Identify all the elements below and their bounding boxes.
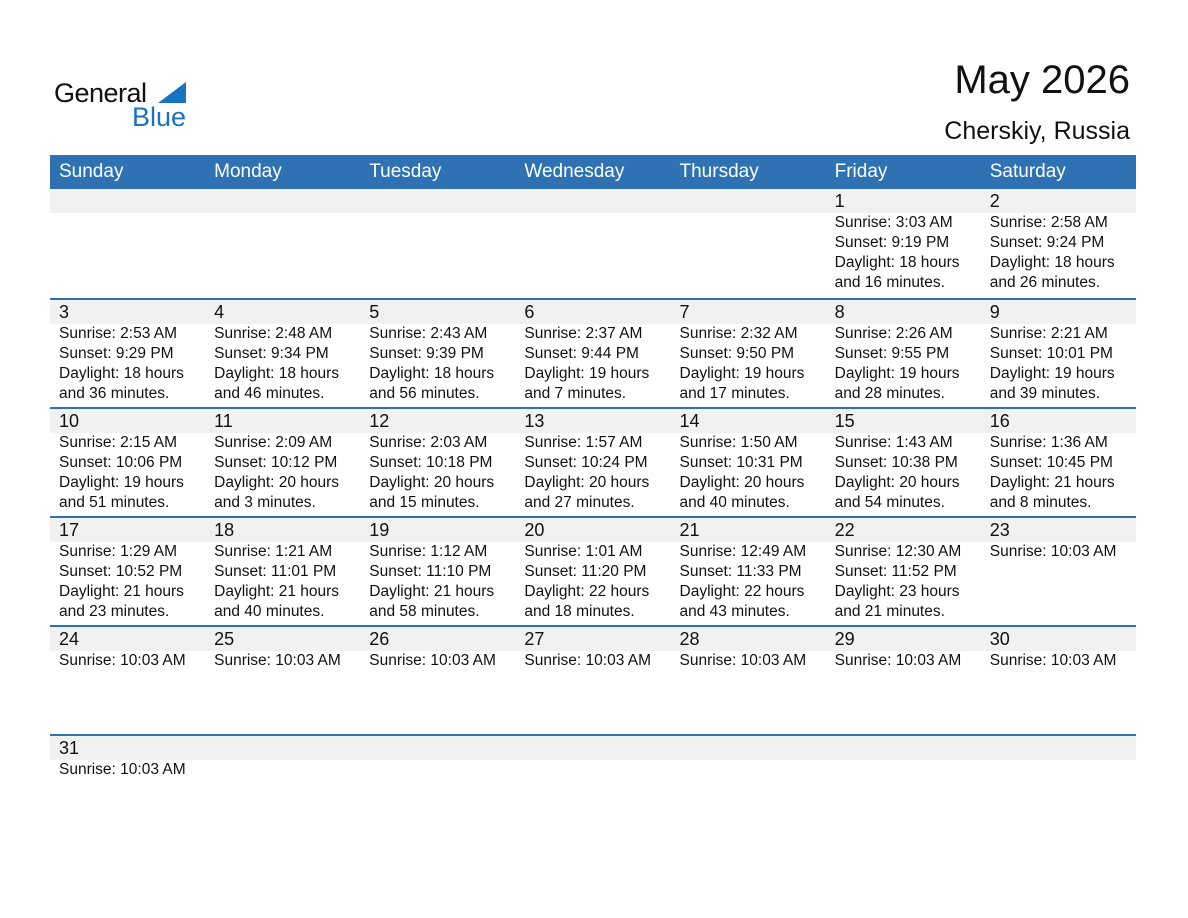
day-info-line: Sunrise: 2:53 AM (59, 325, 178, 342)
day-cell (515, 409, 670, 513)
day-info-line: Sunrise: 2:32 AM (679, 325, 798, 342)
day-number: 26 (369, 629, 390, 649)
day-cell (826, 189, 981, 293)
day-number: 30 (989, 629, 1010, 649)
day-info-line: and 3 minutes. (214, 494, 316, 511)
day-cell (50, 518, 205, 622)
day-cell (671, 409, 826, 513)
day-info-line: Sunset: 10:12 PM (214, 454, 338, 471)
day-info-line: Sunrise: 1:29 AM (59, 543, 178, 560)
day-info-line: Sunset: 9:29 PM (59, 345, 174, 362)
day-info-line: and 16 minutes. (834, 274, 945, 291)
day-info-line: Sunset: 10:01 PM (989, 345, 1113, 362)
day-info-line: Daylight: 20 hours (369, 474, 495, 491)
day-info-line: Daylight: 21 hours (214, 583, 340, 600)
day-cell (981, 627, 1136, 671)
day-info-line: Sunset: 11:52 PM (834, 563, 957, 580)
day-cell (515, 189, 670, 293)
day-info-line: Daylight: 20 hours (214, 474, 340, 491)
day-info-line: Sunrise: 12:49 AM (679, 543, 807, 560)
day-info-line: and 18 minutes. (524, 603, 635, 620)
week-row (50, 298, 1136, 407)
day-info-line: and 7 minutes. (524, 385, 627, 402)
day-info-line: Sunrise: 2:09 AM (214, 434, 333, 451)
day-info-line: and 36 minutes. (59, 385, 170, 402)
day-info-line: Sunset: 10:52 PM (59, 563, 183, 580)
day-info-line: Daylight: 19 hours (989, 365, 1115, 382)
day-number: 29 (834, 629, 855, 649)
day-info-line: Sunrise: 10:03 AM (989, 543, 1117, 560)
day-info-line: and 56 minutes. (369, 385, 480, 402)
day-cell (360, 627, 515, 671)
day-info-line: Daylight: 18 hours (369, 365, 495, 382)
day-cell (205, 189, 360, 293)
weekday-header (50, 155, 1136, 189)
day-cell (981, 409, 1136, 513)
day-info-line: and 17 minutes. (679, 385, 790, 402)
day-info-line: Daylight: 19 hours (59, 474, 184, 491)
day-info-line: Sunset: 10:38 PM (834, 454, 958, 471)
day-cell (671, 300, 826, 404)
day-info-line: Sunrise: 2:15 AM (59, 434, 178, 451)
day-cell (826, 736, 981, 780)
logo-text-blue: Blue (132, 102, 187, 132)
day-info-line: Daylight: 22 hours (679, 583, 805, 600)
page-title: May 2026 (954, 58, 1130, 102)
day-info-line: Sunrise: 3:03 AM (834, 214, 953, 231)
day-number: 19 (369, 520, 390, 540)
weekday-saturday: Saturday (989, 161, 1066, 182)
day-number: 17 (59, 520, 80, 540)
day-cell (360, 736, 515, 780)
day-cell (981, 189, 1136, 293)
day-info-line: and 40 minutes. (679, 494, 790, 511)
day-number: 16 (989, 411, 1010, 431)
day-info-line: and 26 minutes. (989, 274, 1101, 291)
day-info-line: Sunset: 9:39 PM (369, 345, 484, 362)
day-cell (981, 518, 1136, 622)
weekday-wednesday: Wednesday (524, 161, 625, 182)
day-info-line: and 27 minutes. (524, 494, 635, 511)
day-info-line: Sunrise: 10:03 AM (679, 652, 807, 669)
day-cell (360, 409, 515, 513)
day-info-line: Daylight: 18 hours (989, 254, 1115, 271)
day-number: 20 (524, 520, 545, 540)
day-number: 13 (524, 411, 545, 431)
day-cell (515, 627, 670, 671)
day-info-line: Sunrise: 10:03 AM (214, 652, 341, 669)
day-number: 18 (214, 520, 235, 540)
week-row (50, 516, 1136, 625)
day-number: 25 (214, 629, 235, 649)
day-info-line: Sunset: 11:20 PM (524, 563, 647, 580)
day-info-line: Sunrise: 1:01 AM (524, 543, 643, 560)
day-cell (205, 627, 360, 671)
day-info-line: Daylight: 18 hours (214, 365, 340, 382)
day-info-line: Sunrise: 1:12 AM (369, 543, 488, 560)
day-info-line: Sunrise: 2:43 AM (369, 325, 488, 342)
day-info-line: Sunset: 9:44 PM (524, 345, 639, 362)
day-info-line: and 21 minutes. (834, 603, 945, 620)
day-cell (671, 189, 826, 293)
day-info-line: Sunset: 10:24 PM (524, 454, 648, 471)
day-info-line: Sunset: 9:24 PM (989, 234, 1105, 251)
day-info-line: Daylight: 18 hours (59, 365, 184, 382)
day-cell (360, 189, 515, 293)
day-info-line: Sunset: 10:06 PM (59, 454, 183, 471)
day-info-line: Daylight: 19 hours (524, 365, 650, 382)
day-info-line: and 8 minutes. (989, 494, 1092, 511)
day-info-line: and 54 minutes. (834, 494, 945, 511)
day-number: 2 (989, 191, 1000, 211)
day-cell (50, 736, 205, 780)
day-info-line: and 58 minutes. (369, 603, 480, 620)
day-cell (826, 627, 981, 671)
day-info-line: Sunrise: 12:30 AM (834, 543, 962, 560)
day-info-line: Sunset: 10:45 PM (989, 454, 1113, 471)
day-info-line: Sunrise: 10:03 AM (369, 652, 496, 669)
day-info-line: Sunset: 9:19 PM (834, 234, 950, 251)
day-cell (671, 518, 826, 622)
day-number: 22 (834, 520, 855, 540)
day-cell (515, 518, 670, 622)
weekday-friday: Friday (834, 161, 888, 182)
day-number: 12 (369, 411, 390, 431)
day-number: 8 (834, 302, 845, 322)
day-info-line: Daylight: 18 hours (834, 254, 960, 271)
week-row (50, 734, 1136, 843)
day-number: 21 (679, 520, 700, 540)
day-info-line: Sunrise: 2:37 AM (524, 325, 643, 342)
day-info-line: Sunrise: 10:03 AM (524, 652, 652, 669)
day-number: 31 (59, 738, 80, 758)
day-number: 4 (214, 302, 225, 322)
day-info-line: Sunset: 11:10 PM (369, 563, 492, 580)
day-info-line: and 46 minutes. (214, 385, 325, 402)
day-info-line: Daylight: 22 hours (524, 583, 650, 600)
day-info-line: Sunrise: 1:43 AM (834, 434, 953, 451)
day-info-line: Sunset: 10:18 PM (369, 454, 493, 471)
day-number: 23 (989, 520, 1010, 540)
day-info-line: Daylight: 21 hours (59, 583, 184, 600)
day-info-line: Daylight: 23 hours (834, 583, 960, 600)
day-number: 15 (834, 411, 855, 431)
day-cell (205, 300, 360, 404)
day-info-line: Sunrise: 10:03 AM (59, 761, 186, 778)
day-info-line: Sunrise: 10:03 AM (834, 652, 962, 669)
logo-text-general: General (54, 78, 147, 108)
day-number: 14 (679, 411, 700, 431)
day-info-line: and 43 minutes. (679, 603, 790, 620)
logo (54, 78, 194, 133)
day-cell (50, 189, 205, 293)
day-info-line: Sunset: 9:55 PM (834, 345, 950, 362)
day-cell (515, 736, 670, 780)
day-info-line: Sunrise: 2:26 AM (834, 325, 953, 342)
day-number: 27 (524, 629, 545, 649)
logo-triangle-icon (158, 82, 186, 103)
day-cell (205, 518, 360, 622)
week-row (50, 625, 1136, 734)
weekday-sunday: Sunday (59, 161, 124, 182)
day-cell (981, 736, 1136, 780)
day-cell (826, 518, 981, 622)
day-number: 7 (679, 302, 690, 322)
day-info-line: Sunset: 11:33 PM (679, 563, 802, 580)
day-info-line: Sunset: 9:50 PM (679, 345, 795, 362)
day-info-line: Daylight: 21 hours (989, 474, 1115, 491)
day-number: 9 (989, 302, 1000, 322)
day-info-line: Sunrise: 10:03 AM (59, 652, 186, 669)
day-cell (205, 736, 360, 780)
day-info-line: Sunrise: 2:48 AM (214, 325, 333, 342)
day-info-line: Sunrise: 2:21 AM (989, 325, 1108, 342)
day-cell (981, 300, 1136, 404)
day-cell (515, 300, 670, 404)
day-info-line: Daylight: 21 hours (369, 583, 495, 600)
day-cell (205, 409, 360, 513)
day-cell (50, 300, 205, 404)
day-number: 5 (369, 302, 380, 322)
day-number: 28 (679, 629, 700, 649)
day-info-line: Sunrise: 2:03 AM (369, 434, 488, 451)
day-cell (826, 409, 981, 513)
day-number: 24 (59, 629, 80, 649)
day-cell (671, 627, 826, 671)
weekday-thursday: Thursday (679, 161, 759, 182)
day-info-line: Daylight: 20 hours (834, 474, 960, 491)
day-info-line: and 40 minutes. (214, 603, 325, 620)
day-info-line: Daylight: 19 hours (679, 365, 805, 382)
day-number: 11 (214, 411, 233, 431)
day-info-line: Sunset: 11:01 PM (214, 563, 337, 580)
day-info-line: Daylight: 20 hours (679, 474, 805, 491)
day-info-line: and 23 minutes. (59, 603, 170, 620)
location: Cherskiy, Russia (944, 117, 1130, 145)
day-cell (50, 409, 205, 513)
day-number: 3 (59, 302, 70, 322)
day-info-line: and 28 minutes. (834, 385, 945, 402)
day-info-line: and 51 minutes. (59, 494, 170, 511)
weekday-tuesday: Tuesday (369, 161, 442, 182)
day-cell (50, 627, 205, 671)
weekday-monday: Monday (214, 161, 282, 182)
day-cell (360, 518, 515, 622)
day-info-line: Sunrise: 1:50 AM (679, 434, 798, 451)
day-info-line: and 39 minutes. (989, 385, 1101, 402)
day-cell (826, 300, 981, 404)
day-info-line: Sunset: 9:34 PM (214, 345, 329, 362)
day-info-line: Daylight: 19 hours (834, 365, 960, 382)
day-info-line: Sunrise: 2:58 AM (989, 214, 1108, 231)
day-info-line: and 15 minutes. (369, 494, 480, 511)
day-info-line: Sunrise: 10:03 AM (989, 652, 1117, 669)
day-cell (671, 736, 826, 780)
day-info-line: Sunrise: 1:57 AM (524, 434, 643, 451)
day-info-line: Sunset: 10:31 PM (679, 454, 803, 471)
day-info-line: Sunrise: 1:36 AM (989, 434, 1108, 451)
calendar (50, 155, 1136, 843)
week-row (50, 407, 1136, 516)
day-number: 1 (834, 191, 845, 211)
day-info-line: Daylight: 20 hours (524, 474, 650, 491)
day-cell (360, 300, 515, 404)
week-row (50, 189, 1136, 298)
day-info-line: Sunrise: 1:21 AM (214, 543, 333, 560)
day-number: 10 (59, 411, 80, 431)
day-number: 6 (524, 302, 535, 322)
